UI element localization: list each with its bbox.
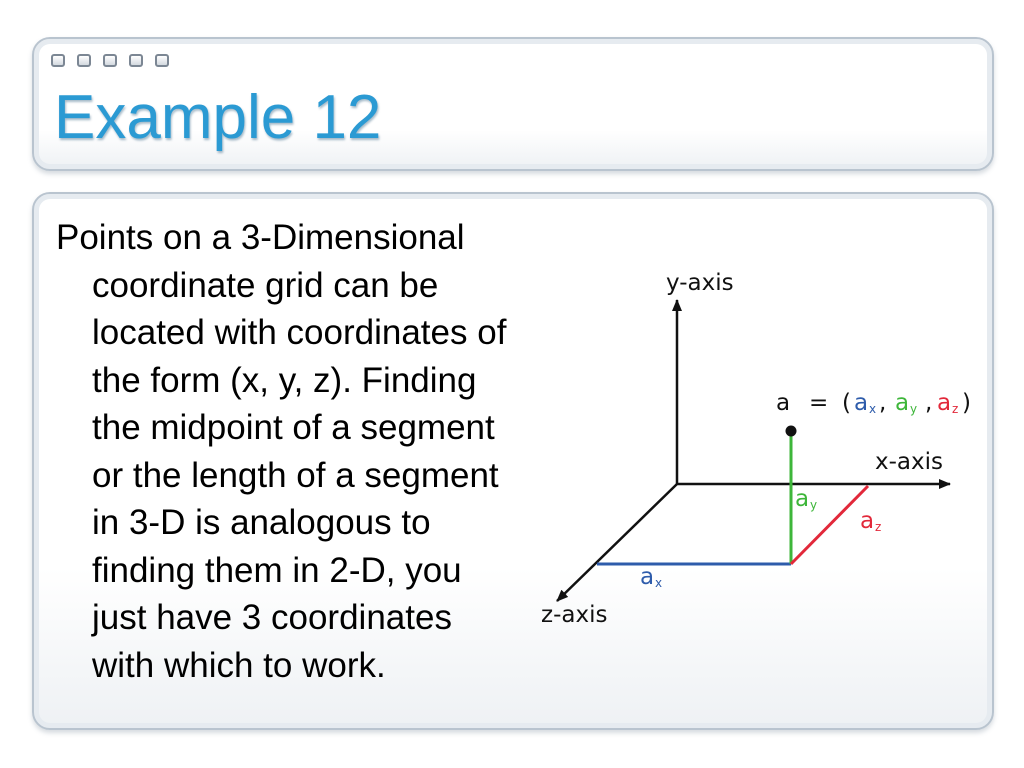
body-line: in 3-D is analogous to (92, 503, 431, 542)
body-line: coordinate grid can be (92, 265, 439, 305)
comma-2: , (925, 390, 933, 416)
az-component-label (860, 508, 881, 534)
body-line: the form (x, y, z). Finding (92, 360, 477, 400)
y-axis-label: y-axis (666, 270, 734, 296)
body-line: Points on a 3-Dimensional (56, 218, 465, 257)
ay-label-subscript: y (810, 498, 818, 512)
ax-label-subscript: x (655, 576, 663, 590)
slide-title: Example 12 (54, 83, 382, 152)
ay-label-letter: a (795, 486, 810, 512)
body-line: the midpoint of a segment (92, 408, 495, 447)
az-subscript: z (952, 402, 959, 416)
equals-sign: = (809, 390, 829, 416)
body-line: finding them in 2-D, you (92, 550, 462, 590)
point-label (776, 390, 971, 419)
body-line: located with coordinates of (92, 313, 507, 352)
az-label-letter: a (860, 508, 875, 534)
body-line: with which to work. (92, 645, 386, 685)
ax-subscript: x (869, 402, 877, 416)
az-letter: a (937, 390, 952, 416)
close-paren: ) (962, 390, 971, 416)
point-a-marker (786, 426, 797, 437)
open-paren: ( (842, 390, 851, 416)
ay-component-label (795, 486, 817, 512)
az-label-subscript: z (875, 520, 882, 534)
z-axis-label: z-axis (541, 602, 608, 628)
body-line: or the length of a segment (92, 455, 499, 495)
point-name: a (776, 390, 791, 416)
ay-subscript: y (910, 402, 918, 416)
ax-label-letter: a (640, 564, 655, 590)
comma-1: , (879, 390, 887, 416)
ay-letter: a (895, 390, 910, 416)
body-line: just have 3 coordinates (92, 598, 452, 637)
ax-component-label (640, 564, 662, 590)
x-axis-label: x-axis (875, 449, 943, 475)
ax-letter: a (854, 390, 869, 416)
